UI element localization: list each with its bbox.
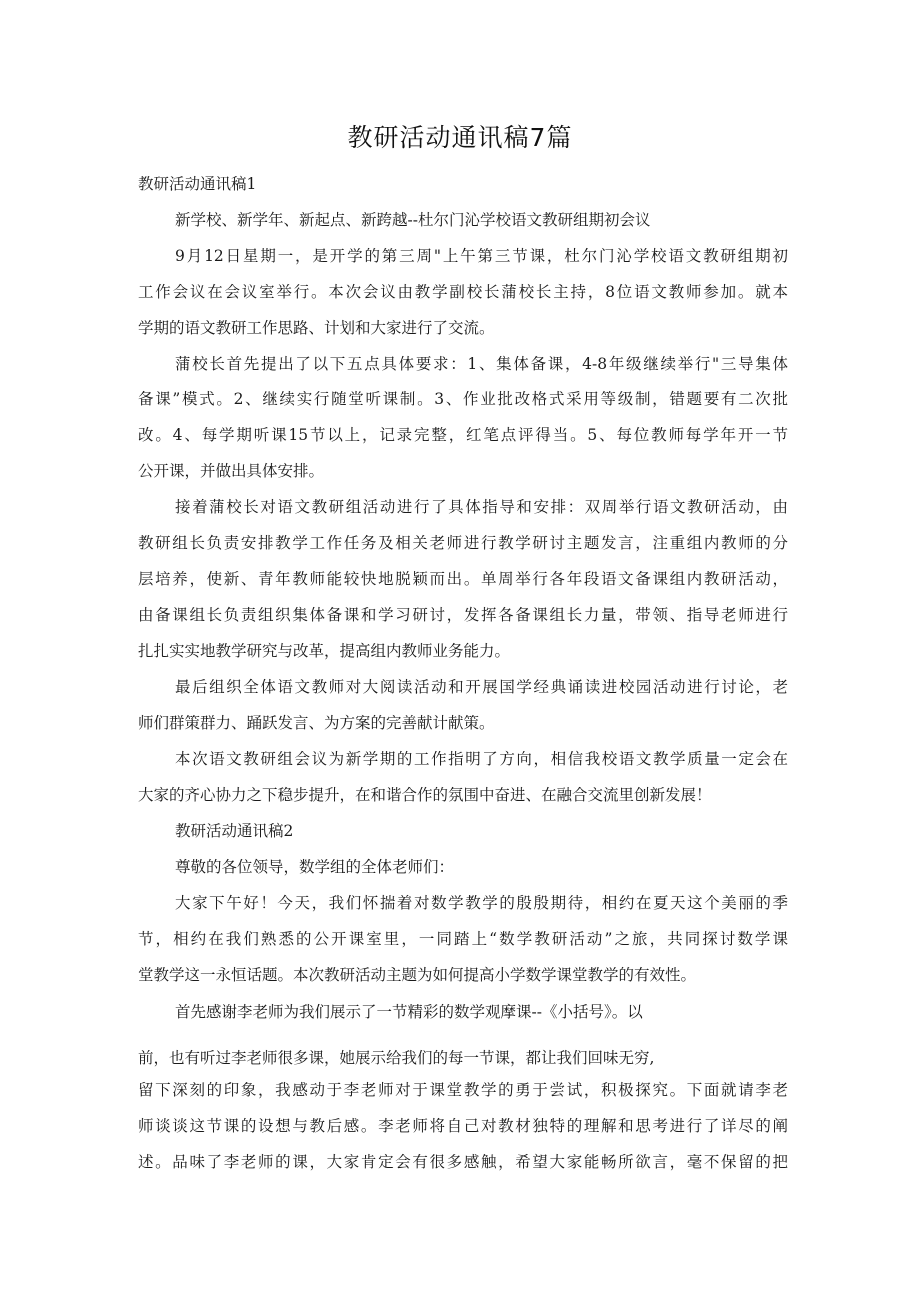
paragraph-line: 节，相约在我们熟悉的公开课室里，一同踏上“数学教研活动”之旅，共同探讨数学课 [138, 930, 788, 948]
paragraph-line: 师谈谈这节课的设想与教后感。李老师将自己对教材独特的理解和思考进行了详尽的阐 [138, 1117, 788, 1135]
paragraph-line: 9月12日星期一，是开学的第三周"上午第三节课，杜尔门沁学校语文教研组期初 [175, 247, 788, 265]
paragraph-line: 接着蒲校长对语文教研组活动进行了具体指导和安排：双周举行语文教研活动，由 [175, 498, 788, 516]
paragraph-line: 层培养，使新、青年教师能较快地脱颖而出。单周举行各年段语文备课组内教研活动， [138, 570, 788, 588]
section-heading: 教研活动通讯稿2 [175, 822, 294, 840]
paragraph-line: 堂教学这一永恒话题。本次教研活动主题为如何提高小学数学课堂教学的有效性。 [138, 966, 697, 984]
paragraph-line: 工作会议在会议室举行。本次会议由教学副校长蒲校长主持，8位语文教师参加。就本 [138, 283, 788, 301]
paragraph-line: 留下深刻的印象，我感动于李老师对于课堂教学的勇于尝试，积极探究。下面就请李老 [138, 1081, 788, 1099]
paragraph-line: 备课”模式。2、继续实行随堂听课制。3、作业批改格式采用等级制，错题要有二次批 [138, 390, 788, 408]
paragraph-line: 蒲校长首先提出了以下五点具体要求：1、集体备课，4-8年级继续举行"三导集体 [175, 355, 788, 373]
paragraph-line: 首先感谢李老师为我们展示了一节精彩的数学观摩课--《小括号》。以 [175, 1003, 643, 1021]
paragraph-line: 扎扎实实地教学研究与改革，提高组内教师业务能力。 [138, 642, 511, 660]
paragraph-line: 教研组长负责安排教学工作任务及相关老师进行教学研讨主题发言，注重组内教师的分 [138, 534, 788, 552]
document-title: 教研活动通讯稿7篇 [347, 123, 573, 152]
paragraph-line: 本次语文教研组会议为新学期的工作指明了方向，相信我校语文教学质量一定会在 [175, 750, 788, 768]
paragraph-line: 述。品味了李老师的课，大家肯定会有很多感触，希望大家能畅所欲言，毫不保留的把 [138, 1153, 788, 1171]
paragraph-line: 公开课，并做出具体安排。 [138, 462, 325, 480]
paragraph-line: 最后组织全体语文教师对大阅读活动和开展国学经典诵读进校园活动进行讨论，老 [175, 678, 788, 696]
subtitle: 新学校、新学年、新起点、新跨越--杜尔门沁学校语文教研组期初会议 [175, 211, 651, 229]
paragraph-line: 大家下午好！今天，我们怀揣着对数学教学的殷殷期待，相约在夏天这个美丽的季 [175, 894, 788, 912]
paragraph-line: 学期的语文教研工作思路、计划和大家进行了交流。 [138, 319, 495, 337]
salutation: 尊敬的各位领导，数学组的全体老师们： [175, 858, 455, 876]
paragraph-line: 前，也有听过李老师很多课，她展示给我们的每一节课，都让我们回味无穷, [138, 1049, 655, 1067]
paragraph-line: 师们群策群力、踊跃发言、为方案的完善献计献策。 [138, 714, 495, 732]
paragraph-line: 大家的齐心协力之下稳步提升，在和谐合作的氛围中奋进、在融合交流里创新发展！ [138, 786, 712, 804]
paragraph-line: 由备课组长负责组织集体备课和学习研讨，发挥各备课组长力量，带领、指导老师进行 [138, 606, 788, 624]
paragraph-line: 改。4、每学期听课15节以上，记录完整，红笔点评得当。5、每位教师每学年开一节 [138, 426, 788, 444]
section-heading: 教研活动通讯稿1 [138, 175, 257, 193]
